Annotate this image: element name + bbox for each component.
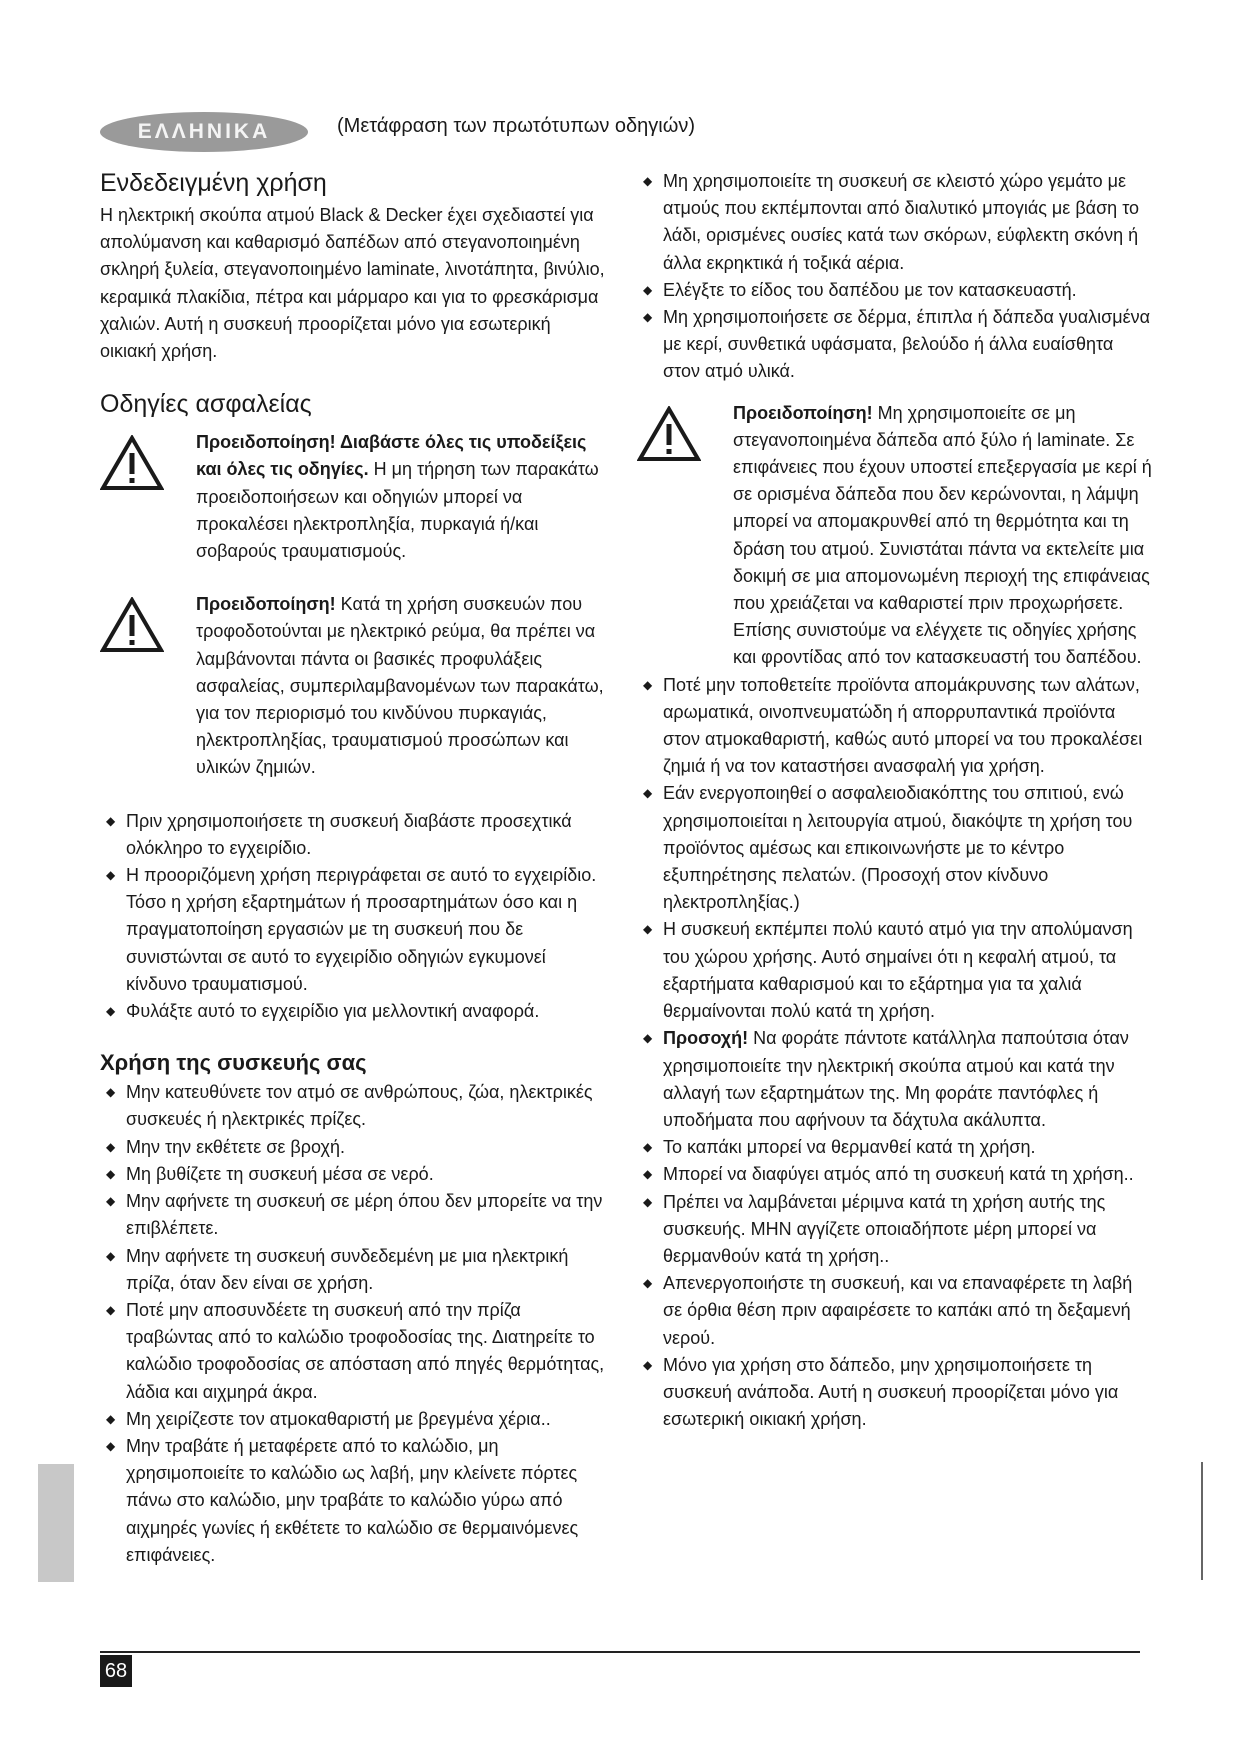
diamond-bullet-icon: ◆ (643, 174, 653, 188)
warning-block-2 (100, 591, 605, 781)
right-column (637, 168, 1152, 1433)
warning-2-text: Κατά τη χρήση συσκευών που τροφοδοτούνται με ηλεκτρικό ρεύμα, θα πρέπει να λαμβάνονται πάντα οι βασικές προφυλάξεις ασφαλείας, συμπεριλαμβανομένων των παρακάτω, για τον περιορισμό του κινδύνου πυρκαγιάς, ηλεκτροπληξίας, τραυματισμού προσώπων και υλικών ζημιών. (196, 594, 604, 778)
diamond-bullet-icon: ◆ (106, 1248, 116, 1263)
list-item: ◆ Μην αφήνετε τη συσκευή συνδεδεμένη με μια ηλεκτρική πρίζα, όταν δεν είναι σε χρήση. (106, 1245, 569, 1293)
footer-rule (100, 1651, 1140, 1653)
list-item: ◆ Μην τραβάτε ή μεταφέρετε από το καλώδιο, μη χρησιμοποιείτε το καλώδιο ως λαβή, μην κλείνετε πόρτες πάνω στο καλώδιο, μην τραβάτε το καλώδιο γύρω από αιχμηρές γωνίες ή εκθέτετε το καλώδιο σε θερμαινόμενες επιφάνειες. (106, 1435, 579, 1565)
warning-3-text: Μη χρησιμοποιείτε σε μη στεγανοποιημένα δάπεδα από ξύλο ή laminate. Σε επιφάνειες που έχουν υποστεί επεξεργασία με κερί ή σε ορισμένα δάπεδα που δεν κερώνονται, η λάμψη μπορεί να απομακρυνθεί από τη θερμότητα και τη δράση του ατμού. Συνιστάται πάντα να εκτελείτε μια δοκιμή σε μια απομονωμένη περιοχή της επιφάνειας που χρειάζεται να καθαριστεί πριν προχωρήσετε. Επίσης συνιστούμε να ελέγχετε τις οδηγίες χρήσης και φροντίδας από τον κατασκευαστή του δαπέδου. (733, 402, 1152, 668)
caution-bold: Προσοχή! (663, 1028, 749, 1049)
intended-use-body: Η ηλεκτρική σκούπα ατμού Black & Decker έχει σχεδιαστεί για απολύμανση και καθαρισμό δαπέδων από στεγανοποιημένη σκληρή ξυλεία, στεγανοποιημένο laminate, λινοτάπητα, βινύλιο, κεραμικά πλακίδια, πέτρα και μάρμαρο και για το φρεσκάρισμα χαλιών. Αυτή η συσκευή προορίζεται μόνο για εσωτερική οικιακή χρήση. (100, 205, 605, 362)
right-bottom-list (637, 672, 1152, 1434)
diamond-bullet-icon: ◆ (643, 922, 653, 937)
list-item: ◆ Ποτέ μην τοποθετείτε προϊόντα απομάκρυνσης των αλάτων, αρωματικά, οινοπνευματώδη ή απορρυπαντικά προϊόντα στον ατμοκαθαριστή, καθώς αυτό μπορεί να του προκαλέσει ζημιά ή να τον καταστήσει ανασφαλή για χρήση. (643, 674, 1143, 777)
page-number: 68 (100, 1655, 132, 1687)
list-item: ◆ Ελέγξτε το είδος του δαπέδου με τον κατασκευαστή. (643, 279, 1077, 300)
diamond-bullet-icon: ◆ (643, 1357, 653, 1372)
list-item: ◆ Ποτέ μην αποσυνδέετε τη συσκευή από την πρίζα τραβώντας από το καλώδιο τροφοδοσίας της. Διατηρείτε το καλώδιο τροφοδοσίας σε απόσταση από πηγές θερμότητας, λάδια και αιχμηρά άκρα. (106, 1299, 605, 1402)
warning-triangle-icon (100, 429, 196, 565)
diamond-bullet-icon: ◆ (106, 1194, 116, 1209)
list-item: ◆ Η προοριζόμενη χρήση περιγράφεται σε αυτό το εγχειρίδιο. Τόσο η χρήση εξαρτημάτων ή προσαρτημάτων όσο και η πραγματοποίηση εργασιών με τη συσκευή που δε συνιστώνται σε αυτό το εγχειρίδιο οδηγιών εγκυμονεί κίνδυνο τραυματισμού. (106, 865, 597, 994)
diamond-bullet-icon: ◆ (643, 310, 653, 325)
list-item: ◆ Απενεργοποιήστε τη συσκευή, και να επαναφέρετε τη λαβή σε όρθια θέση πριν αφαιρέσετε το καπάκι από τη δεξαμενή νερού. (643, 1273, 1133, 1348)
list-item: ◆ Μόνο για χρήση στο δάπεδο, μην χρησιμοποιήσετε τη συσκευή ανάποδα. Αυτή η συσκευή προορίζεται μόνο για εσωτερική οικιακή χρήση. (643, 1354, 1119, 1430)
warning-1-bold: Προειδοποίηση! Διαβάστε όλες τις υποδείξεις και όλες τις οδηγίες. (196, 432, 587, 480)
warning-2-bold: Προειδοποίηση! (196, 594, 336, 615)
right-top-list (637, 168, 1152, 386)
warning-triangle-icon (637, 400, 733, 672)
diamond-bullet-icon: ◆ (106, 1139, 116, 1154)
list-item: ◆ Πρέπει να λαμβάνεται μέριμνα κατά τη χρήση αυτής της συσκευής. ΜΗΝ αγγίζετε οποιαδήποτε μέρη μπορεί να θερμανθούν κατά τη χρήση.. (643, 1191, 1106, 1266)
warning-3-bold: Προειδοποίηση! (733, 402, 873, 423)
list-item (637, 1025, 1152, 1134)
translation-note: (Μετάφραση των πρωτότυπων οδηγιών) (337, 115, 696, 137)
side-thumb-tab (38, 1464, 74, 1582)
list-item: ◆ Το καπάκι μπορεί να θερμανθεί κατά τη χρήση. (643, 1137, 1036, 1158)
list-item: ◆ Εάν ενεργοποιηθεί ο ασφαλειοδιακόπτης του σπιτιού, ενώ χρησιμοποιείται η λειτουργία ατμού, διακόψτε τη χρήση του προϊόντος αμέσως και επικοινωνήστε με το κέντρο εξυπηρέτησης πελατών. (Προσοχή στον κίνδυνο ηλεκτροπληξίας.) (643, 783, 1133, 913)
diamond-bullet-icon: ◆ (106, 1438, 116, 1453)
diamond-bullet-icon: ◆ (643, 677, 653, 692)
safety-list (100, 808, 605, 1026)
use-list (100, 1079, 605, 1569)
diamond-bullet-icon: ◆ (106, 1411, 116, 1426)
margin-mark (1201, 1462, 1203, 1580)
list-item: ◆ Μην αφήνετε τη συσκευή σε μέρη όπου δεν μπορείτε να την επιβλέπετε. (106, 1191, 603, 1239)
list-item: ◆ Μπορεί να διαφύγει ατμός από τη συσκευή κατά τη χρήση.. (643, 1164, 1134, 1185)
list-item: ◆ Μην την εκθέτετε σε βροχή. (106, 1136, 345, 1157)
warning-block-3 (637, 400, 1152, 672)
left-column (100, 168, 605, 1569)
warning-block-1 (100, 429, 605, 565)
list-item: ◆ Μην κατευθύνετε τον ατμό σε ανθρώπους, ζώα, ηλεκτρικές συσκευές ή ηλεκτρικές πρίζες. (106, 1082, 593, 1130)
diamond-bullet-icon: ◆ (643, 1167, 653, 1182)
caution-text: Να φοράτε πάντοτε κατάλληλα παπούτσια όταν χρησιμοποιείτε την ηλεκτρική σκούπα ατμού και κατά την αλλαγή των εξαρτημάτων της. Μη φοράτε παντόφλες ή υποδήματα που αφήνουν τα δάχτυλα ακάλυπτα. (663, 1028, 1129, 1130)
warning-triangle-icon (100, 591, 196, 781)
diamond-bullet-icon: ◆ (643, 1031, 653, 1046)
list-item: ◆ Φυλάξτε αυτό το εγχειρίδιο για μελλοντική αναφορά. (106, 1001, 540, 1022)
diamond-bullet-icon: ◆ (643, 1276, 653, 1291)
diamond-bullet-icon: ◆ (643, 1194, 653, 1209)
diamond-bullet-icon: ◆ (643, 282, 653, 297)
language-label: ΕΛΛΗΝΙΚΑ (100, 112, 308, 152)
safety-heading: Οδηγίες ασφαλείας (100, 390, 312, 419)
diamond-bullet-icon: ◆ (106, 1004, 116, 1019)
list-item: ◆ Μη χειρίζεστε τον ατμοκαθαριστή με βρεγμένα χέρια.. (106, 1408, 551, 1429)
list-item: ◆ Πριν χρησιμοποιήσετε τη συσκευή διαβάστε προσεχτικά ολόκληρο το εγχειρίδιο. (106, 810, 572, 858)
list-item: ◆ Μη χρησιμοποιείτε τη συσκευή σε κλειστό χώρο γεμάτο με ατμούς που εκπέμπονται από διαλυτικό μπογιάς με βάση το λάδι, ορισμένες ουσίες κατά των σκόρων, εύφλεκτη σκόνη ή άλλα εκρηκτικά ή τοξικά αέρια. (643, 171, 1140, 273)
list-item: ◆ Μη χρησιμοποιήσετε σε δέρμα, έπιπλα ή δάπεδα γυαλισμένα με κερί, συνθετικά υφάσματα, βελούδο ή άλλα ευαίσθητα στον ατμό υλικά. (643, 307, 1151, 382)
diamond-bullet-icon: ◆ (106, 813, 116, 828)
diamond-bullet-icon: ◆ (643, 1140, 653, 1155)
list-item: ◆ Μη βυθίζετε τη συσκευή μέσα σε νερό. (106, 1163, 434, 1184)
diamond-bullet-icon: ◆ (106, 868, 116, 883)
use-heading: Χρήση της συσκευής σας (100, 1050, 367, 1076)
diamond-bullet-icon: ◆ (106, 1085, 116, 1100)
diamond-bullet-icon: ◆ (643, 786, 653, 801)
intended-use-heading: Ενδεδειγμένη χρήση (100, 169, 327, 197)
diamond-bullet-icon: ◆ (106, 1166, 116, 1181)
diamond-bullet-icon: ◆ (106, 1302, 116, 1317)
list-item: ◆ Η συσκευή εκπέμπει πολύ καυτό ατμό για την απολύμανση του χώρου χρήσης. Αυτό σημαίνει ότι η κεφαλή ατμού, τα εξαρτήματα καθαρισμού και το εξάρτημα για τα χαλιά θερμαίνονται πολύ κατά τη χρήση. (643, 919, 1133, 1022)
warning-1-text: Η μη τήρηση των παρακάτω προειδοποιήσεων και οδηγιών μπορεί να προκαλέσει ηλεκτροπληξία, πυρκαγιά ή/και σοβαρούς τραυματισμούς. (196, 459, 599, 562)
